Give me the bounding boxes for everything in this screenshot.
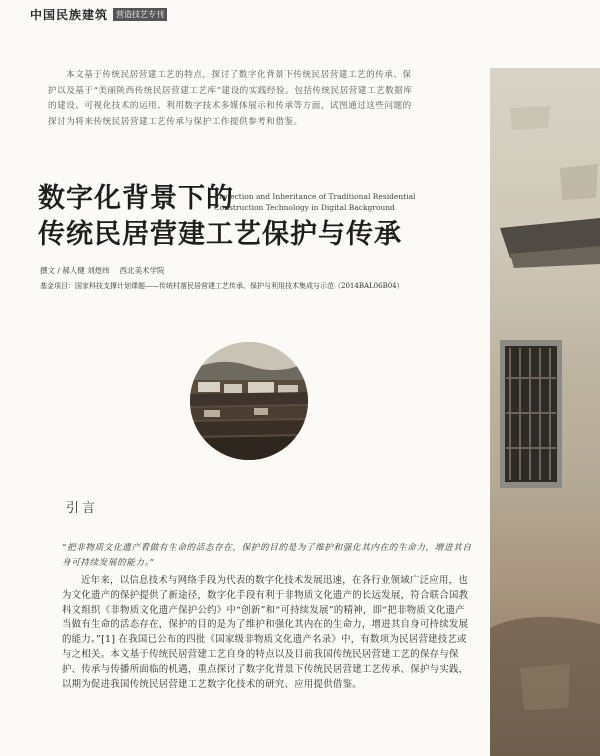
author-line: 撰文 / 郝人健 刘煜纬 西北美术学院 [40,266,165,275]
epigraph-quote: “把非物质文化遗产看做有生命的活态存在，保护的目的是为了维护和强化其内在的生命力，增进其自身可持续发展的能力。” [62,543,472,568]
village-photo [190,342,308,460]
fund-line: 基金项目：国家科技支撑计划课题——传统村落民居营建工艺传承、保护与利用技术集成与示范（2014BAL06B04） [40,282,404,290]
issue-badge: 营造技艺专刊 [113,8,167,21]
page-header [30,6,167,23]
abstract-text: 本文基于传统民居营建工艺的特点，探讨了数字化背景下传统民居营建工艺的传承、保护以及基于“美丽陕西传统民居营建工艺库”建设的实践经验。包括传统民居营建工艺数据库的建设、可视化技术的运用、利用数字技术多媒体展示和传承等方面，试图通过这些问题的探讨为将来传统民居营建工艺传承与保护工作提供参考和借鉴。 [48,70,413,127]
wall-illustration [490,68,600,756]
village-illustration [190,342,308,460]
title-en-line-2: Construction Technology in Digital Background [214,203,395,212]
journal-brand: 中国民族建筑 [30,8,109,22]
title-line-2: 传统民居营建工艺保护与传承 [38,219,402,250]
body-paragraph: 近年来，以信息技术与网络手段为代表的数字化技术发展迅速，在各行业领域广泛应用，也为文化遗产的保护提供了新途径，数字化手段有利于非物质文化遗产的长远发展，符合联合国教科文组织《非物质文化遗产保护公约》中“创新”和“可持续发展”的精神，即“把非物质文化遗产当做有生命的活态存在，保护的目的是为了维护和强化其内在的生命力，增进其自身可持续发展的能力。”[1] 在我国已公布的四批《国家级非物质文化遗产名录》中，有数项为民居营建技艺或与之相关。本文基于传统民居营建工艺自身的特点以及目前我国传统民居营建工艺的保存与保护、传承与传播所面临的机遇，重点探讨了数字化背景下传统民居营建工艺传承、保护与实践，以期为促进我国传统民居营建工艺数字化技术的研究、应用提供借鉴。 [62,575,469,690]
wall-photo [490,68,600,756]
article-title-en [214,191,415,213]
section-heading-intro: 引言 [66,501,99,516]
title-line-1: 数字化背景下的 [38,183,234,214]
title-en-line-1: Protection and Inheritance of Traditional Residential [214,192,416,201]
